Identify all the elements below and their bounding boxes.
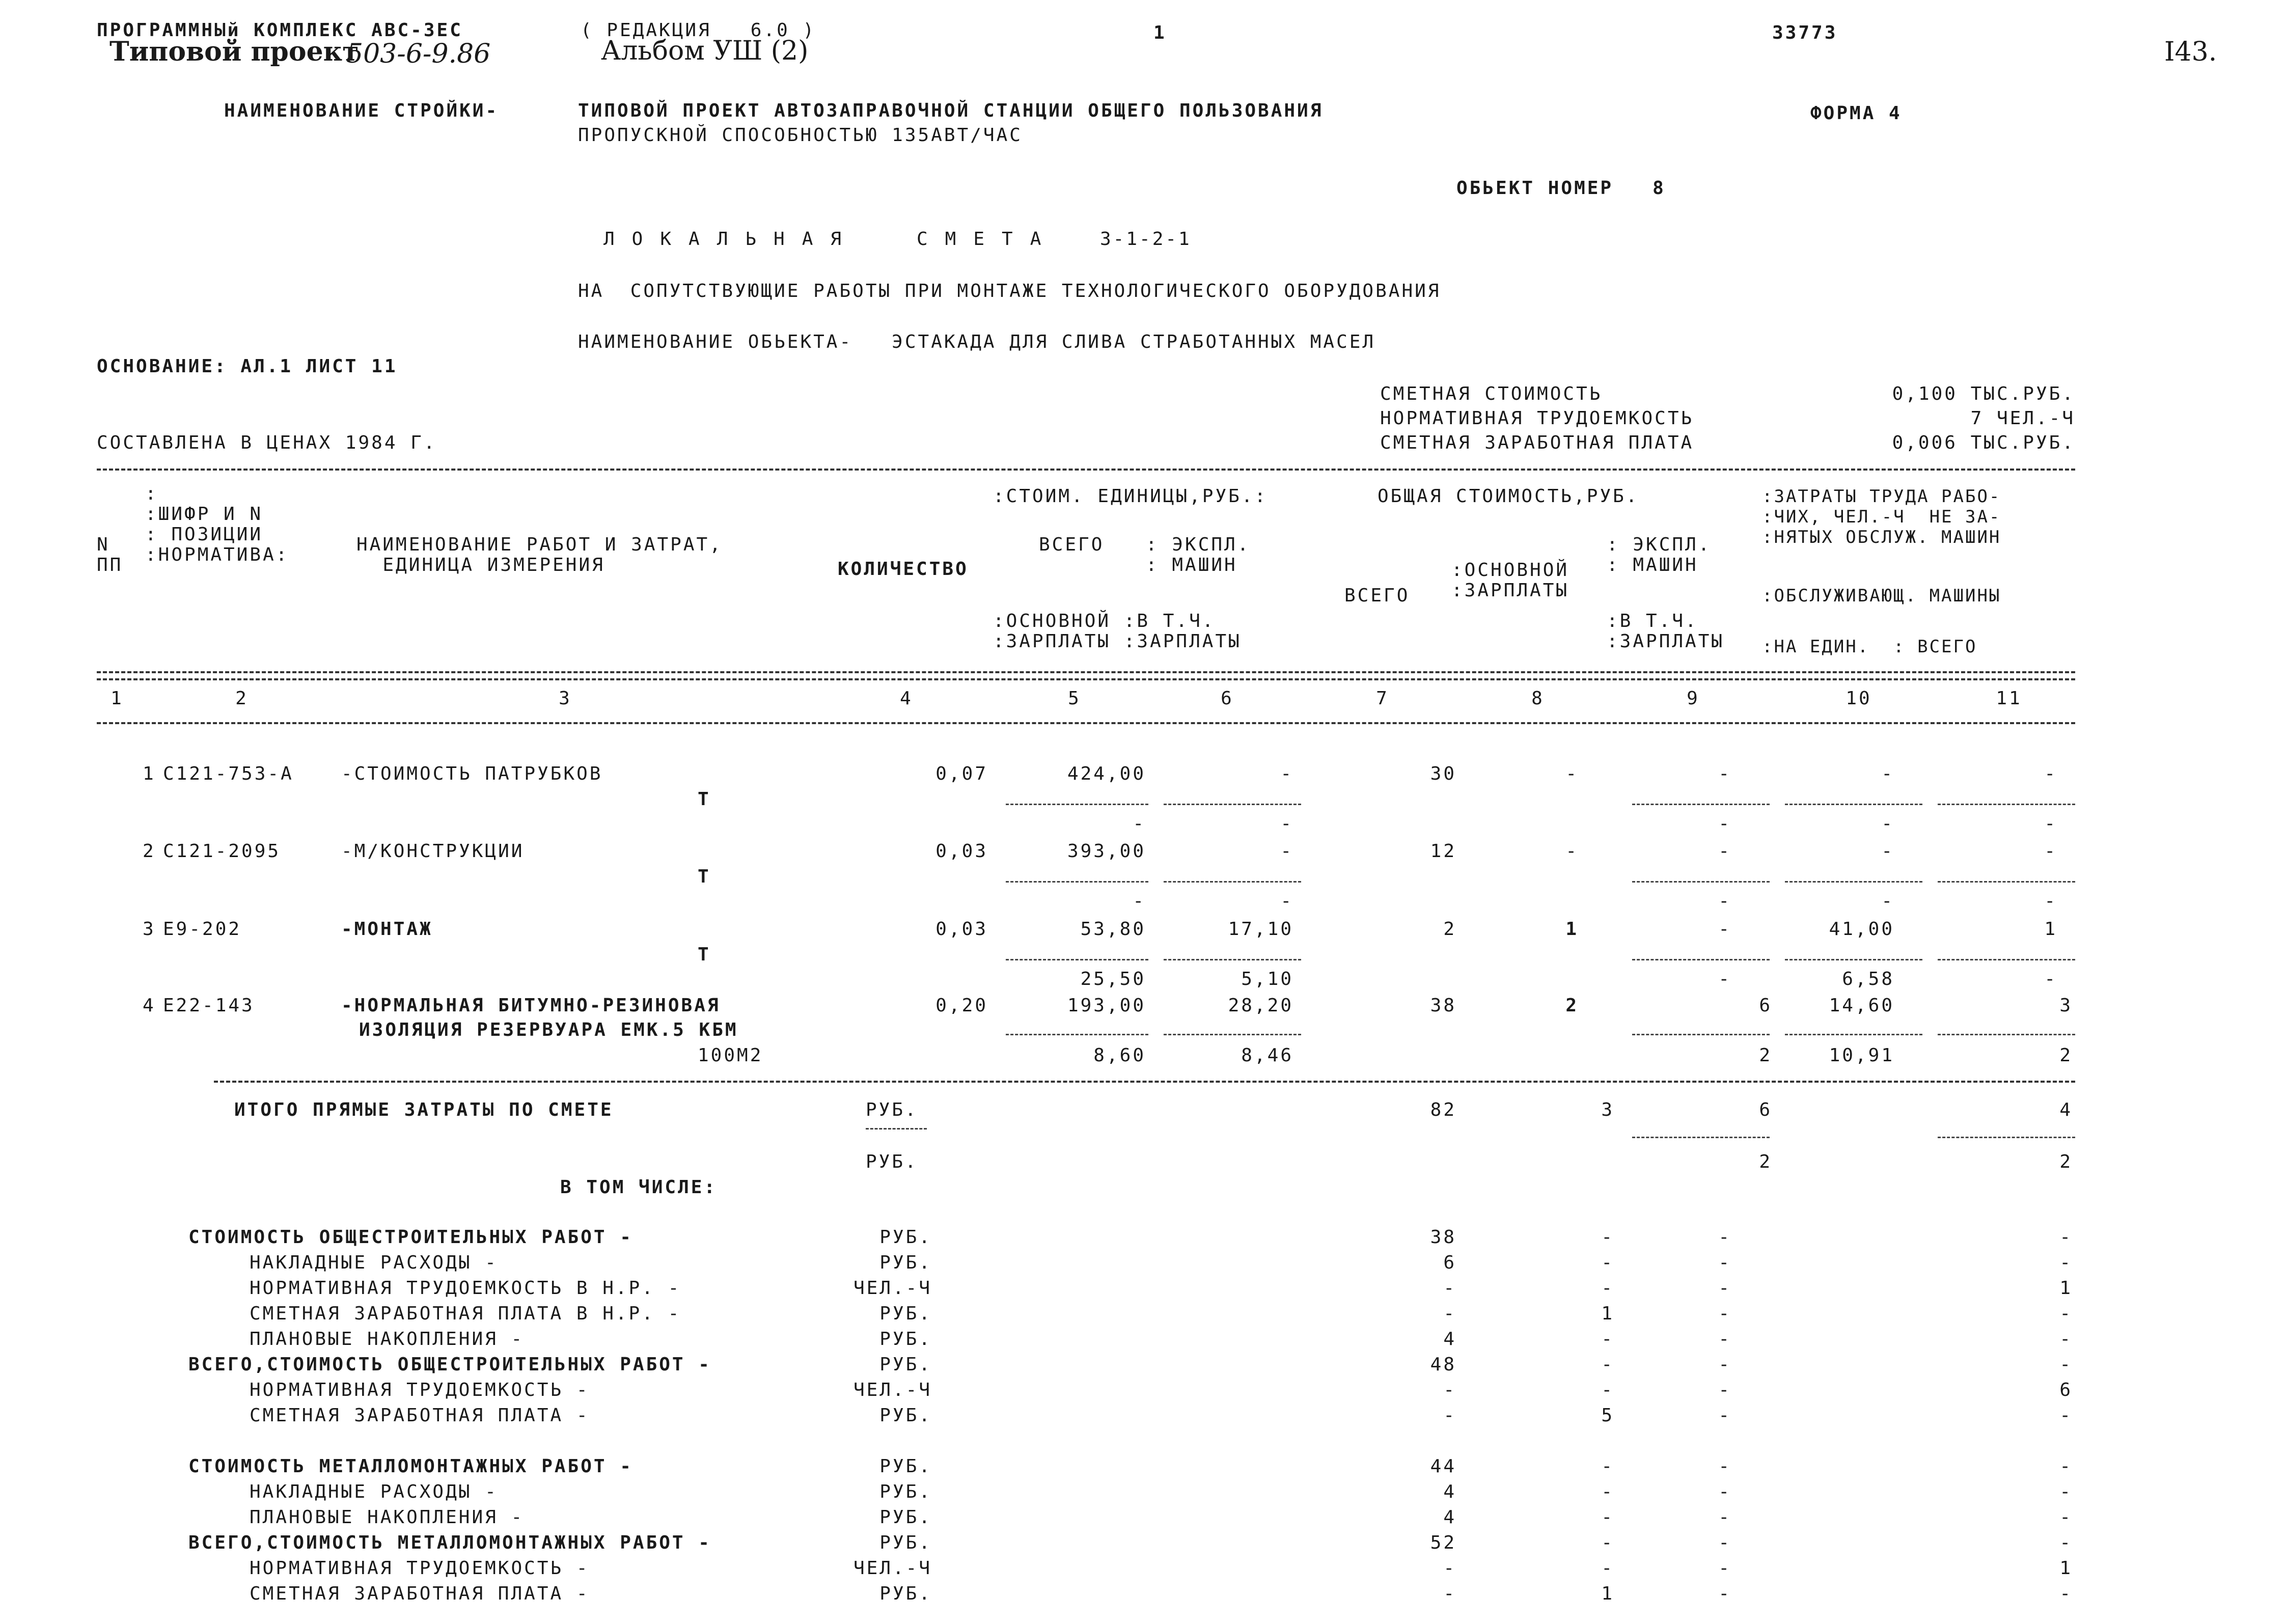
breakdown-machines: - [1718, 1227, 1731, 1248]
row-number: 3 [143, 919, 156, 940]
col-header-total-all: ВСЕГО [1344, 585, 1410, 606]
including-label: В ТОМ ЧИСЛЕ: [560, 1177, 718, 1198]
breakdown-machines: - [1718, 1481, 1731, 1502]
row-qty: 0,07 [935, 763, 988, 784]
rule [1938, 804, 2075, 805]
rule [1006, 1034, 1148, 1035]
breakdown-labor: - [2059, 1329, 2073, 1350]
row-sub-machines-salary: 5,10 [1241, 969, 1293, 989]
breakdown-labor: - [2059, 1456, 2073, 1477]
rule [1785, 959, 1922, 960]
rule [1164, 881, 1301, 883]
row-total: 2 [1443, 919, 1456, 940]
row-machines: 6 [1759, 995, 1772, 1016]
breakdown-label: СМЕТНАЯ ЗАРАБОТНАЯ ПЛАТА - [250, 1583, 590, 1604]
breakdown-labor: 1 [2059, 1278, 2073, 1299]
col-header-name: НАИМЕНОВАНИЕ РАБОТ И ЗАТРАТ, ЕДИНИЦА ИЗМЕРЕНИЯ [356, 534, 723, 575]
col-header-total-machines: : ЭКСПЛ. : МАШИН [1607, 534, 1712, 575]
col-number: 10 [1846, 688, 1872, 709]
breakdown-salary: - [1601, 1532, 1614, 1553]
summary-value-3: 0,006 ТЫС.РУБ. [1892, 432, 2075, 453]
breakdown-label: ПЛАНОВЫЕ НАКОПЛЕНИЯ - [250, 1507, 525, 1528]
row-qty: 0,03 [935, 919, 988, 940]
row-unit: 100М2 [698, 1045, 763, 1066]
row-total: 38 [1430, 995, 1456, 1016]
col-header-qty: КОЛИЧЕСТВО [838, 559, 969, 580]
rule [1164, 959, 1301, 960]
row-labor-total: 1 [2044, 919, 2057, 940]
row-sub-labor: - [1881, 891, 1894, 912]
summary-label-1: СМЕТНАЯ СТОИМОСТЬ [1380, 383, 1603, 404]
row-sub-labor: 6,58 [1842, 969, 1894, 989]
construction-line2: ПРОПУСКНОЙ СПОСОБНОСТЬЮ 135АВТ/ЧАС [578, 125, 1023, 146]
construction-label: НАИМЕНОВАНИЕ СТРОЙКИ- [224, 100, 499, 121]
breakdown-labor: - [2059, 1252, 2073, 1273]
breakdown-total: - [1443, 1380, 1456, 1400]
breakdown-labor: 6 [2059, 1380, 2073, 1400]
rule [97, 671, 2075, 673]
breakdown-salary: - [1601, 1456, 1614, 1477]
row-total: 12 [1430, 841, 1456, 862]
breakdown-total: - [1443, 1303, 1456, 1324]
breakdown-total: 4 [1443, 1481, 1456, 1502]
row-labor-unit: - [1881, 841, 1894, 862]
row-code: С121-753-А [163, 763, 294, 784]
row-sub-in-salary: 2 [1759, 1045, 1772, 1066]
breakdown-label: НАКЛАДНЫЕ РАСХОДЫ - [250, 1252, 498, 1273]
col-number: 3 [559, 688, 572, 709]
row-number: 1 [143, 763, 156, 784]
breakdown-machines: - [1718, 1583, 1731, 1604]
rule [1632, 1137, 1770, 1138]
breakdown-machines: - [1718, 1558, 1731, 1579]
rule [1785, 804, 1922, 805]
rule [1164, 1034, 1301, 1035]
breakdown-machines: - [1718, 1303, 1731, 1324]
row-labor-total: 3 [2059, 995, 2073, 1016]
breakdown-machines: - [1718, 1380, 1731, 1400]
breakdown-unit: РУБ. [879, 1227, 932, 1248]
edition: ( РЕДАКЦИЯ 6.0 ) [581, 20, 816, 41]
page-number: I43. [2164, 37, 2217, 67]
breakdown-labor: - [2059, 1354, 2073, 1375]
rule [1938, 959, 2075, 960]
album-label: Альбом УШ (2) [601, 36, 809, 66]
rule [1006, 804, 1148, 805]
breakdown-unit: РУБ. [879, 1405, 932, 1426]
totals-labor: 4 [2059, 1099, 2073, 1120]
breakdown-unit: РУБ. [879, 1252, 932, 1273]
breakdown-salary: 1 [1601, 1583, 1614, 1604]
totals-unit: РУБ. [866, 1099, 918, 1120]
col-header-labor: :ЗАТРАТЫ ТРУДА РАБО- :ЧИХ, ЧЕЛ.-Ч НЕ ЗА- :НЯТЫХ ОБСЛУЖ. МАШИН [1762, 486, 2001, 547]
row-labor-total: - [2044, 841, 2057, 862]
breakdown-label: НОРМАТИВНАЯ ТРУДОЕМКОСТЬ - [250, 1558, 590, 1579]
breakdown-total: - [1443, 1583, 1456, 1604]
document-title: ЛОКАЛЬНАЯ [603, 229, 859, 250]
rule [97, 678, 2075, 680]
row-sub-machines-salary: - [1280, 813, 1293, 834]
breakdown-label: ВСЕГО,СТОИМОСТЬ ОБЩЕСТРОИТЕЛЬНЫХ РАБОТ - [188, 1354, 711, 1375]
construction-line1: ТИПОВОЙ ПРОЕКТ АВТОЗАПРАВОЧНОЙ СТАНЦИИ ОБЩЕГО ПОЛЬЗОВАНИЯ [578, 100, 1324, 121]
rule [1938, 1137, 2075, 1138]
row-sub-machines-salary: 8,46 [1241, 1045, 1293, 1066]
col-number: 5 [1068, 688, 1081, 709]
breakdown-salary: - [1601, 1354, 1614, 1375]
form-label: ФОРМА 4 [1810, 103, 1902, 124]
breakdown-labor: - [2059, 1532, 2073, 1553]
breakdown-unit: РУБ. [879, 1354, 932, 1375]
row-sub-in-salary: - [1718, 813, 1731, 834]
row-unit: Т [698, 866, 711, 887]
row-sub-labor-total: - [2044, 813, 2057, 834]
rule [1006, 881, 1148, 883]
breakdown-labor: - [2059, 1303, 2073, 1324]
col-number: 4 [900, 688, 913, 709]
project-label: Типовой проект [109, 36, 359, 67]
breakdown-total: 52 [1430, 1532, 1456, 1553]
rule [1164, 804, 1301, 805]
row-unit-cost: 53,80 [1080, 919, 1146, 940]
breakdown-label: СМЕТНАЯ ЗАРАБОТНАЯ ПЛАТА В Н.Р. - [250, 1303, 681, 1324]
col-number: 9 [1687, 688, 1700, 709]
row-salary: - [1565, 763, 1579, 784]
summary-value-2: 7 ЧЕЛ.-Ч [1970, 408, 2075, 429]
rule [1785, 881, 1922, 883]
breakdown-machines: - [1718, 1405, 1731, 1426]
basis: ОСНОВАНИЕ: АЛ.1 ЛИСТ 11 [97, 356, 398, 377]
breakdown-machines: - [1718, 1456, 1731, 1477]
breakdown-label: НОРМАТИВНАЯ ТРУДОЕМКОСТЬ В Н.Р. - [250, 1278, 681, 1299]
breakdown-total: - [1443, 1278, 1456, 1299]
row-sub-in-salary: - [1718, 891, 1731, 912]
row-machines: - [1718, 763, 1731, 784]
rule [97, 469, 2075, 471]
col-header-n: N ПП [97, 534, 123, 575]
breakdown-labor: 1 [2059, 1558, 2073, 1579]
breakdown-salary: - [1601, 1507, 1614, 1528]
row-unit: Т [698, 944, 711, 965]
rule [1632, 881, 1770, 883]
row-number: 2 [143, 841, 156, 862]
breakdown-salary: - [1601, 1558, 1614, 1579]
breakdown-total: 48 [1430, 1354, 1456, 1375]
row-salary: 1 [1565, 919, 1579, 940]
totals-salary: 3 [1601, 1099, 1614, 1120]
row-qty: 0,20 [935, 995, 988, 1016]
row-name: -М/КОНСТРУКЦИИ [341, 841, 525, 862]
breakdown-unit: ЧЕЛ.-Ч [853, 1558, 932, 1579]
breakdown-unit: ЧЕЛ.-Ч [853, 1278, 932, 1299]
breakdown-unit: РУБ. [879, 1329, 932, 1350]
row-sub-machines-salary: - [1280, 891, 1293, 912]
row-name: -НОРМАЛЬНАЯ БИТУМНО-РЕЗИНОВАЯ [341, 995, 721, 1016]
col-header-unit-salary: :ОСНОВНОЙ :В Т.Ч. :ЗАРПЛАТЫ :ЗАРПЛАТЫ [993, 611, 1242, 652]
row-unit-machines: 28,20 [1228, 995, 1293, 1016]
row-unit-machines: - [1280, 763, 1293, 784]
row-code: Е22-143 [163, 995, 255, 1016]
breakdown-salary: 1 [1601, 1303, 1614, 1324]
rule [1938, 1034, 2075, 1035]
breakdown-salary: - [1601, 1329, 1614, 1350]
row-code: Е9-202 [163, 919, 242, 940]
breakdown-total: 38 [1430, 1227, 1456, 1248]
row-labor-unit: - [1881, 763, 1894, 784]
breakdown-total: - [1443, 1558, 1456, 1579]
col-number: 7 [1376, 688, 1389, 709]
rule [1632, 804, 1770, 805]
col-number: 8 [1531, 688, 1545, 709]
row-sub-labor-total: 2 [2059, 1045, 2073, 1066]
col-number: 1 [111, 688, 124, 709]
row-sub-labor: 10,91 [1829, 1045, 1894, 1066]
breakdown-labor: - [2059, 1481, 2073, 1502]
breakdown-labor: - [2059, 1583, 2073, 1604]
breakdown-labor: - [2059, 1227, 2073, 1248]
row-qty: 0,03 [935, 841, 988, 862]
breakdown-unit: РУБ. [879, 1481, 932, 1502]
rule [1938, 881, 2075, 883]
col-header-unit-cost: :СТОИМ. ЕДИНИЦЫ,РУБ.: [993, 486, 1268, 507]
totals-in-salary: 2 [1759, 1151, 1772, 1172]
totals-unit-2: РУБ. [866, 1151, 918, 1172]
row-name: -СТОИМОСТЬ ПАТРУБКОВ [341, 763, 603, 784]
breakdown-label: СМЕТНАЯ ЗАРАБОТНАЯ ПЛАТА - [250, 1405, 590, 1426]
breakdown-machines: - [1718, 1354, 1731, 1375]
rule [214, 1081, 2075, 1083]
breakdown-machines: - [1718, 1507, 1731, 1528]
totals-labor-2: 2 [2059, 1151, 2073, 1172]
breakdown-unit: РУБ. [879, 1456, 932, 1477]
totals-total: 82 [1430, 1099, 1456, 1120]
row-machines: - [1718, 919, 1731, 940]
breakdown-unit: ЧЕЛ.-Ч [853, 1380, 932, 1400]
row-sub-salary: 25,50 [1080, 969, 1146, 989]
rule [1785, 1034, 1922, 1035]
col-number: 11 [1996, 688, 2022, 709]
object-name: НАИМЕНОВАНИЕ ОБЬЕКТА- ЭСТАКАДА ДЛЯ СЛИВА СТРАБОТАННЫХ МАСЕЛ [578, 332, 1376, 352]
row-unit-machines: - [1280, 841, 1293, 862]
totals-label: ИТОГО ПРЯМЫЕ ЗАТРАТЫ ПО СМЕТЕ [234, 1099, 614, 1120]
summary-value-1: 0,100 ТЫС.РУБ. [1892, 383, 2075, 404]
rule [1632, 1034, 1770, 1035]
project-number: 503-6-9.86 [346, 39, 491, 69]
row-labor-unit: 14,60 [1829, 995, 1894, 1016]
breakdown-unit: РУБ. [879, 1507, 932, 1528]
row-labor-total: - [2044, 763, 2057, 784]
row-unit-cost: 193,00 [1067, 995, 1146, 1016]
row-sub-salary: 8,60 [1093, 1045, 1146, 1066]
row-sub-labor-total: - [2044, 969, 2057, 989]
rule [1006, 959, 1148, 960]
summary-label-2: НОРМАТИВНАЯ ТРУДОЕМКОСТЬ [1380, 408, 1694, 429]
breakdown-total: 4 [1443, 1329, 1456, 1350]
col-header-total-salary: :ОСНОВНОЙ :ЗАРПЛАТЫ [1451, 560, 1569, 601]
breakdown-labor: - [2059, 1507, 2073, 1528]
estimate-subject: НА СОПУТСТВУЮЩИЕ РАБОТЫ ПРИ МОНТАЖЕ ТЕХНОЛОГИЧЕСКОГО ОБОРУДОВАНИЯ [578, 281, 1441, 301]
breakdown-salary: - [1601, 1481, 1614, 1502]
row-unit-machines: 17,10 [1228, 919, 1293, 940]
breakdown-label: НОРМАТИВНАЯ ТРУДОЕМКОСТЬ - [250, 1380, 590, 1400]
breakdown-total: - [1443, 1405, 1456, 1426]
row-labor-unit: 41,00 [1829, 919, 1894, 940]
row-sub-salary: - [1133, 891, 1146, 912]
price-base: СОСТАВЛЕНА В ЦЕНАХ 1984 Г. [97, 432, 437, 453]
breakdown-machines: - [1718, 1278, 1731, 1299]
summary-label-3: СМЕТНАЯ ЗАРАБОТНАЯ ПЛАТА [1380, 432, 1694, 453]
rule [866, 1128, 927, 1130]
totals-machines: 6 [1759, 1099, 1772, 1120]
col-number: 2 [235, 688, 249, 709]
row-total: 30 [1430, 763, 1456, 784]
breakdown-total: 4 [1443, 1507, 1456, 1528]
object-number: ОБЬЕКТ НОМЕР 8 [1456, 178, 1666, 199]
row-unit-cost: 393,00 [1067, 841, 1146, 862]
col-header-labor-unit: :НА ЕДИН. : ВСЕГО [1762, 637, 1977, 657]
breakdown-label: ПЛАНОВЫЕ НАКОПЛЕНИЯ - [250, 1329, 525, 1350]
col-header-labor-machines: :ОБСЛУЖИВАЮЩ. МАШИНЫ [1762, 586, 2001, 606]
breakdown-label: СТОИМОСТЬ ОБЩЕСТРОИТЕЛЬНЫХ РАБОТ - [188, 1227, 633, 1248]
row-sub-labor-total: - [2044, 891, 2057, 912]
breakdown-total: 44 [1430, 1456, 1456, 1477]
breakdown-salary: - [1601, 1278, 1614, 1299]
breakdown-total: 6 [1443, 1252, 1456, 1273]
col-header-total-in: :В Т.Ч. :ЗАРПЛАТЫ [1607, 611, 1725, 652]
row-machines: - [1718, 841, 1731, 862]
row-name: -МОНТАЖ [341, 919, 433, 940]
row-unit-cost: 424,00 [1067, 763, 1146, 784]
breakdown-salary: - [1601, 1380, 1614, 1400]
breakdown-label: НАКЛАДНЫЕ РАСХОДЫ - [250, 1481, 498, 1502]
col-header-code: : :ШИФР И N : ПОЗИЦИИ :НОРМАТИВА: [145, 483, 289, 565]
row-salary: 2 [1565, 995, 1579, 1016]
estimate-number: 3-1-2-1 [1100, 229, 1192, 250]
col-header-total-cost: ОБЩАЯ СТОИМОСТЬ,РУБ. [1378, 486, 1639, 507]
row-number: 4 [143, 995, 156, 1016]
breakdown-machines: - [1718, 1329, 1731, 1350]
sheet-number: 1 [1153, 22, 1167, 43]
row-code: С121-2095 [163, 841, 281, 862]
rule [97, 722, 2075, 724]
breakdown-unit: РУБ. [879, 1303, 932, 1324]
col-number: 6 [1221, 688, 1234, 709]
col-header-unit-total: ВСЕГО [1039, 534, 1105, 555]
breakdown-unit: РУБ. [879, 1532, 932, 1553]
breakdown-machines: - [1718, 1252, 1731, 1273]
rule [1632, 959, 1770, 960]
document-title-2: СМЕТА [917, 229, 1059, 250]
breakdown-salary: - [1601, 1227, 1614, 1248]
row-sub-labor: - [1881, 813, 1894, 834]
breakdown-label: ВСЕГО,СТОИМОСТЬ МЕТАЛЛОМОНТАЖНЫХ РАБОТ - [188, 1532, 711, 1553]
row-unit: Т [698, 789, 711, 810]
breakdown-labor: - [2059, 1405, 2073, 1426]
document-code: 33773 [1772, 22, 1838, 43]
row-name-2: ИЗОЛЯЦИЯ РЕЗЕРВУАРА ЕМК.5 КБМ [359, 1020, 738, 1040]
breakdown-machines: - [1718, 1532, 1731, 1553]
breakdown-label: СТОИМОСТЬ МЕТАЛЛОМОНТАЖНЫХ РАБОТ - [188, 1456, 633, 1477]
row-salary: - [1565, 841, 1579, 862]
program-name: ПРОГРАММНЫй КОМПЛЕКС АВС-3ЕС [97, 20, 463, 41]
breakdown-salary: - [1601, 1252, 1614, 1273]
row-sub-salary: - [1133, 813, 1146, 834]
col-header-unit-machines: : ЭКСПЛ. : МАШИН [1146, 534, 1251, 575]
breakdown-unit: РУБ. [879, 1583, 932, 1604]
breakdown-salary: 5 [1601, 1405, 1614, 1426]
row-sub-in-salary: - [1718, 969, 1731, 989]
